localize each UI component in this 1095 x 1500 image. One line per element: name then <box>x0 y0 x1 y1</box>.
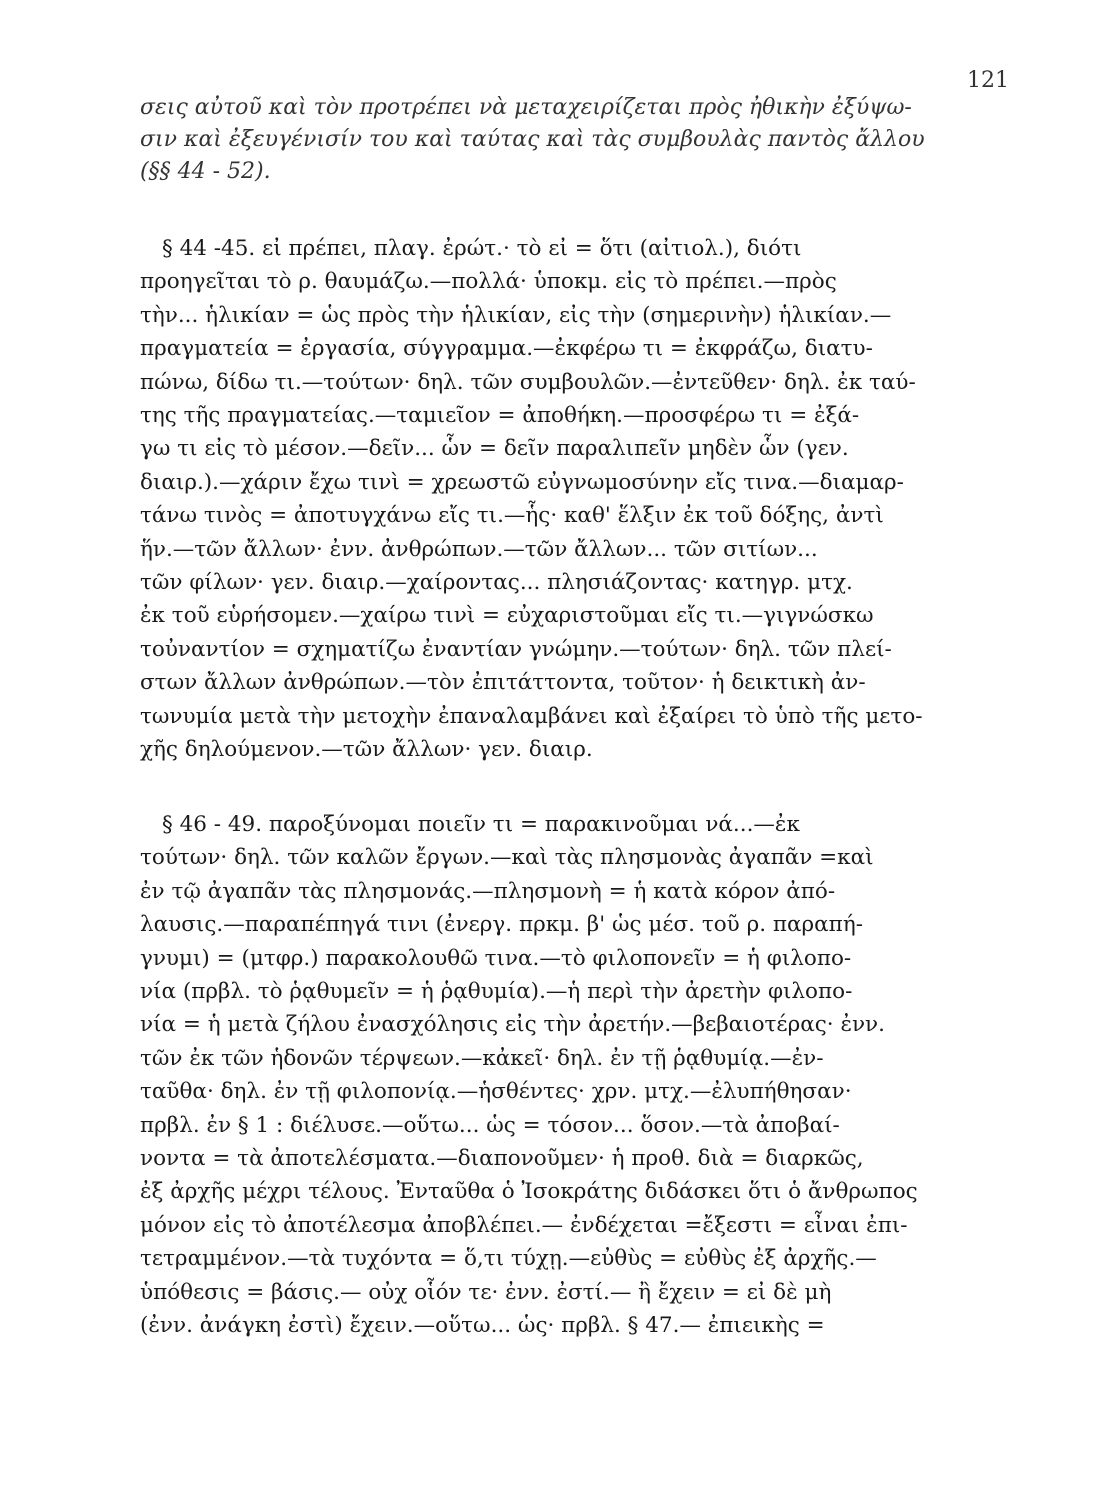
text-line: § 44 -45. εἰ πρέπει, πλαγ. ἐρώτ.· τὸ εἰ = ὅτι (αἰτιολ.), διότι <box>162 236 802 261</box>
text-line: τάνω τινὸς = ἀποτυγχάνω εἴς τι.—ἧς· καθ' ἕλξιν ἐκ τοῦ δόξης, ἀντὶ <box>140 503 884 529</box>
text-line: στων ἄλλων ἀνθρώπων.—τὸν ἐπιτάττοντα, τοῦτον· ἡ δεικτικὴ ἀν- <box>140 670 866 696</box>
text-line: ἐκ τοῦ εὑρήσομεν.—χαίρω τινὶ = εὐχαριστοῦμαι εἴς τι.—γιγνώσκω <box>140 603 874 629</box>
text-line: πώνω, δίδω τι.—τούτων· δηλ. τῶν συμβουλῶν.—ἐντεῦθεν· δηλ. ἐκ ταύ- <box>140 369 916 395</box>
text-line: τῶν ἐκ τῶν ἡδονῶν τέρψεων.—κἀκεῖ· δηλ. ἐν τῇ ῥᾳθυμίᾳ.—ἐν- <box>140 1045 824 1071</box>
text-line: (ἐνν. ἀνάγκη ἐστὶ) ἔχειν.—οὕτω... ὡς· πρβλ. § 47.— ἐπιεικὴς = <box>140 1313 825 1339</box>
text-line: γνυμι) = (μτφρ.) παρακολουθῶ τινα.—τὸ φιλοπονεῖν = ἡ φιλοπο- <box>140 945 852 971</box>
text-line: χῆς δηλούμενον.—τῶν ἄλλων· γεν. διαιρ. <box>140 737 593 763</box>
commentary-paragraph-44-45 <box>140 232 955 767</box>
text-line: ἐν τῷ ἀγαπᾶν τὰς πλησμονάς.—πλησμονὴ = ἡ κατὰ κόρον ἀπό- <box>140 878 836 904</box>
text-line: τῶν φίλων· γεν. διαιρ.—χαίροντας... πλησιάζοντας· κατηγρ. μτχ. <box>140 570 853 596</box>
text-line: τούτων· δηλ. τῶν καλῶν ἔργων.—καὶ τὰς πλησμονὰς ἀγαπᾶν =καὶ <box>140 845 874 871</box>
text-line: της τῆς πραγματείας.—ταμιεῖον = ἀποθήκη.—προσφέρω τι = ἐξά- <box>140 403 860 429</box>
text-line: ἐξ ἀρχῆς μέχρι τέλους. Ἐνταῦθα ὁ Ἰσοκράτης διδάσκει ὅτι ὁ ἄνθρωπος <box>140 1179 918 1205</box>
text-line: (§§ 44 - 52). <box>140 159 271 184</box>
text-line: μόνον εἰς τὸ ἀποτέλεσμα ἀποβλέπει.— ἐνδέχεται =ἔξεστι = εἶναι ἐπι- <box>140 1212 908 1238</box>
text-line: ὑπόθεσις = βάσις.— οὐχ οἷόν τε· ἐνν. ἐστί.— ἢ ἔχειν = εἰ δὲ μὴ <box>140 1279 832 1305</box>
text-line: γω τι εἰς τὸ μέσον.—δεῖν... ὧν = δεῖν παραλιπεῖν μηδὲν ὧν (γεν. <box>140 436 849 462</box>
page-number: 121 <box>967 68 1009 93</box>
text-line: § 46 - 49. παροξύνομαι ποιεῖν τι = παρακινοῦμαι νά...—ἐκ <box>162 812 800 837</box>
commentary-paragraph-46-49 <box>140 808 955 1343</box>
text-line: σιν καὶ ἐξευγένισίν του καὶ ταύτας καὶ τὰς συμβουλὰς παντὸς ἄλλου <box>140 127 925 152</box>
text-line: πρβλ. ἐν § 1 : διέλυσε.—οὕτω... ὡς = τόσον... ὅσον.—τὰ ἀποβαί- <box>140 1112 840 1138</box>
text-line: ἥν.—τῶν ἄλλων· ἐνν. ἀνθρώπων.—τῶν ἄλλων... τῶν σιτίων... <box>140 536 818 562</box>
intro-text <box>140 92 940 188</box>
text-line: προηγεῖται τὸ ρ. θαυμάζω.—πολλά· ὑποκμ. εἰς τὸ πρέπει.—πρὸς <box>140 269 837 295</box>
text-line: τοὐναντίον = σχηματίζω ἐναντίαν γνώμην.—τούτων· δηλ. τῶν πλεί- <box>140 636 892 662</box>
text-line: λαυσις.—παραπέπηγά τινι (ἐνεργ. πρκμ. β' ὡς μέσ. τοῦ ρ. παραπή- <box>140 912 863 938</box>
text-line: τὴν... ἡλικίαν = ὡς πρὸς τὴν ἡλικίαν, εἰς τὴν (σημερινὴν) ἡλικίαν.— <box>140 302 892 328</box>
text-line: νία (πρβλ. τὸ ῥᾳθυμεῖν = ἡ ῥᾳθυμία).—ἡ περὶ τὴν ἀρετὴν φιλοπο- <box>140 979 853 1005</box>
text-line: νοντα = τὰ ἀποτελέσματα.—διαπονοῦμεν· ἡ προθ. διὰ = διαρκῶς, <box>140 1146 864 1172</box>
text-line: σεις αὐτοῦ καὶ τὸν προτρέπει νὰ μεταχειρίζεται πρὸς ἠθικὴν ἐξύψω- <box>140 95 912 120</box>
text-line: τωνυμία μετὰ τὴν μετοχὴν ἐπαναλαμβάνει καὶ ἐξαίρει τὸ ὑπὸ τῆς μετο- <box>140 703 923 729</box>
text-line: ταῦθα· δηλ. ἐν τῇ φιλοπονίᾳ.—ἡσθέντες· χρν. μτχ.—ἐλυπήθησαν· <box>140 1079 852 1105</box>
text-line: νία = ἡ μετὰ ζήλου ἐνασχόλησις εἰς τὴν ἀρετήν.—βεβαιοτέρας· ἐνν. <box>140 1012 885 1038</box>
text-line: πραγματεία = ἐργασία, σύγγραμμα.—ἐκφέρω τι = ἐκφράζω, διατυ- <box>140 336 873 362</box>
text-line: διαιρ.).—χάριν ἔχω τινὶ = χρεωστῶ εὐγνωμοσύνην εἴς τινα.—διαμαρ- <box>140 469 904 495</box>
text-line: τετραμμένον.—τὰ τυχόντα = ὅ,τι τύχῃ.—εὐθὺς = εὐθὺς ἐξ ἀρχῆς.— <box>140 1246 877 1272</box>
